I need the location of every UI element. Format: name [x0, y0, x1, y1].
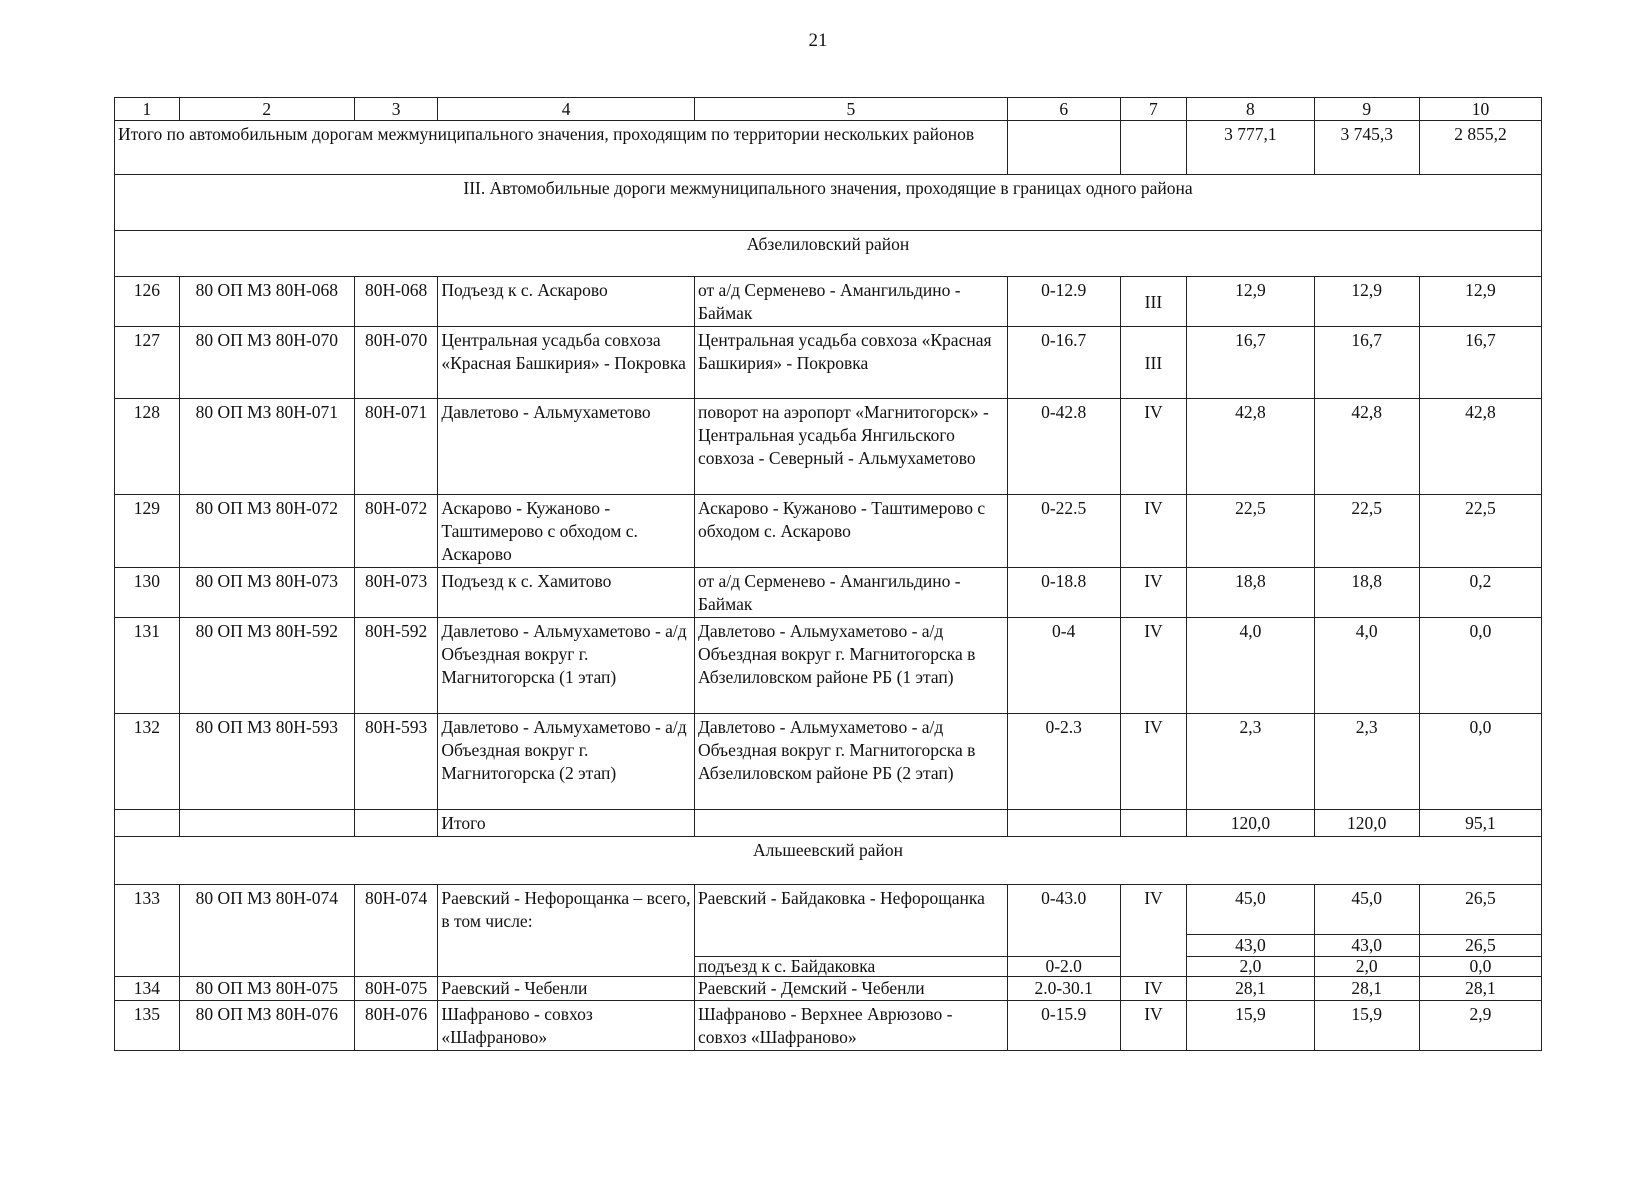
value-col8: 2,0 [1187, 957, 1314, 977]
table-row [115, 618, 1542, 714]
road-route: Давлетово - Альмухаметово - а/д Объездная вокруг г. Магнитогорска в Абзелиловском районе РБ (2 этап) [694, 714, 1007, 810]
section-title: III. Автомобильные дороги межмуниципального значения, проходящие в границах одного района [115, 175, 1542, 231]
value-col8: 28,1 [1187, 977, 1314, 1001]
road-name: Подъезд к с. Аскарово [438, 277, 695, 327]
col-header: 2 [179, 98, 354, 121]
road-id: 80 ОП МЗ 80Н-074 [179, 885, 354, 977]
table-row [115, 885, 1542, 935]
total-col9: 3 745,3 [1314, 121, 1419, 175]
road-code: 80Н-068 [354, 277, 437, 327]
road-name: Шафраново - совхоз «Шафраново» [438, 1001, 695, 1051]
col-header: 8 [1187, 98, 1314, 121]
value-col8: 18,8 [1187, 568, 1314, 618]
district-name: Абзелиловский район [115, 231, 1542, 277]
value-col8: 22,5 [1187, 495, 1314, 568]
road-km: 2.0-30.1 [1007, 977, 1120, 1001]
value-col10: 28,1 [1419, 977, 1541, 1001]
col-header: 1 [115, 98, 180, 121]
road-category: III [1120, 327, 1187, 399]
road-route: от а/д Серменево - Амангильдино - Баймак [694, 568, 1007, 618]
road-category: IV [1120, 495, 1187, 568]
road-route: Давлетово - Альмухаметово - а/д Объездная вокруг г. Магнитогорска в Абзелиловском районе РБ (1 этап) [694, 618, 1007, 714]
road-id: 80 ОП МЗ 80Н-068 [179, 277, 354, 327]
value-col9: 2,3 [1314, 714, 1419, 810]
value-col10: 0,2 [1419, 568, 1541, 618]
table-row [115, 399, 1542, 495]
road-id: 80 ОП МЗ 80Н-592 [179, 618, 354, 714]
road-id: 80 ОП МЗ 80Н-071 [179, 399, 354, 495]
road-code: 80Н-076 [354, 1001, 437, 1051]
district-total-col10: 95,1 [1419, 810, 1541, 837]
road-route: подъезд к с. Байдаковка [694, 957, 1007, 977]
table-row [115, 327, 1542, 399]
road-name: Аскарово - Кужаново - Таштимерово с обходом с. Аскарово [438, 495, 695, 568]
col-header: 10 [1419, 98, 1541, 121]
road-id: 80 ОП МЗ 80Н-076 [179, 1001, 354, 1051]
road-name: Давлетово - Альмухаметово - а/д Объездная вокруг г. Магнитогорска (1 этап) [438, 618, 695, 714]
road-code: 80Н-070 [354, 327, 437, 399]
value-col10: 0,0 [1419, 618, 1541, 714]
col-header: 5 [694, 98, 1007, 121]
table-row [115, 977, 1542, 1001]
road-km: 0-18.8 [1007, 568, 1120, 618]
value-col10: 12,9 [1419, 277, 1541, 327]
value-col9: 45,0 [1314, 885, 1419, 935]
road-code: 80Н-074 [354, 885, 437, 977]
value-col8: 2,3 [1187, 714, 1314, 810]
roads-table [114, 97, 1542, 1051]
district-name: Альшеевский район [115, 837, 1542, 885]
row-number: 127 [115, 327, 180, 399]
road-km: 0-22.5 [1007, 495, 1120, 568]
road-code: 80Н-593 [354, 714, 437, 810]
value-col8: 12,9 [1187, 277, 1314, 327]
district-total-label: Итого [438, 810, 695, 837]
value-col10: 0,0 [1419, 957, 1541, 977]
road-km: 0-2.0 [1007, 957, 1120, 977]
road-route: Раевский - Байдаковка - Нефорощанка [694, 885, 1007, 957]
total-col8: 3 777,1 [1187, 121, 1314, 175]
road-code: 80Н-592 [354, 618, 437, 714]
value-col9: 22,5 [1314, 495, 1419, 568]
value-col9: 12,9 [1314, 277, 1419, 327]
district-total-col8: 120,0 [1187, 810, 1314, 837]
road-route: Раевский - Демский - Чебенли [694, 977, 1007, 1001]
district-total-row [115, 810, 1542, 837]
road-name: Раевский - Чебенли [438, 977, 695, 1001]
value-col10: 0,0 [1419, 714, 1541, 810]
row-number: 135 [115, 1001, 180, 1051]
road-category: IV [1120, 568, 1187, 618]
table-row [115, 1001, 1542, 1051]
value-col8: 15,9 [1187, 1001, 1314, 1051]
row-number: 131 [115, 618, 180, 714]
road-km: 0-12.9 [1007, 277, 1120, 327]
district-heading-row [115, 231, 1542, 277]
col-header: 7 [1120, 98, 1187, 121]
road-name: Давлетово - Альмухаметово [438, 399, 695, 495]
total-label: Итого по автомобильным дорогам межмуниципального значения, проходящим по территории нескольких районов [115, 121, 1008, 175]
value-col9: 16,7 [1314, 327, 1419, 399]
value-col10: 16,7 [1419, 327, 1541, 399]
total-intermunicipal-row [115, 121, 1542, 175]
section-heading-row [115, 175, 1542, 231]
road-route: поворот на аэропорт «Магнитогорск» - Центральная усадьба Янгильского совхоза - Северный - Альмухаметово [694, 399, 1007, 495]
road-route: Центральная усадьба совхоза «Красная Башкирия» - Покровка [694, 327, 1007, 399]
road-km: 0-16.7 [1007, 327, 1120, 399]
table-row [115, 277, 1542, 327]
row-number: 132 [115, 714, 180, 810]
value-col9: 18,8 [1314, 568, 1419, 618]
road-code: 80Н-072 [354, 495, 437, 568]
value-col10: 42,8 [1419, 399, 1541, 495]
road-name: Подъезд к с. Хамитово [438, 568, 695, 618]
road-id: 80 ОП МЗ 80Н-072 [179, 495, 354, 568]
row-number: 129 [115, 495, 180, 568]
road-category: IV [1120, 885, 1187, 977]
road-id: 80 ОП МЗ 80Н-070 [179, 327, 354, 399]
value-col9: 2,0 [1314, 957, 1419, 977]
col-header: 9 [1314, 98, 1419, 121]
road-category: IV [1120, 399, 1187, 495]
row-number: 130 [115, 568, 180, 618]
road-code: 80Н-075 [354, 977, 437, 1001]
value-col9: 28,1 [1314, 977, 1419, 1001]
road-name: Раевский - Нефорощанка – всего, в том числе: [438, 885, 695, 977]
table-row [115, 714, 1542, 810]
district-total-col9: 120,0 [1314, 810, 1419, 837]
row-number: 128 [115, 399, 180, 495]
row-number: 134 [115, 977, 180, 1001]
road-code: 80Н-073 [354, 568, 437, 618]
road-km: 0-43.0 [1007, 885, 1120, 957]
road-id: 80 ОП МЗ 80Н-593 [179, 714, 354, 810]
table-row [115, 568, 1542, 618]
road-category: IV [1120, 714, 1187, 810]
table-row [115, 495, 1542, 568]
value-col8: 42,8 [1187, 399, 1314, 495]
value-col10: 26,5 [1419, 935, 1541, 957]
road-name: Давлетово - Альмухаметово - а/д Объездная вокруг г. Магнитогорска (2 этап) [438, 714, 695, 810]
road-km: 0-4 [1007, 618, 1120, 714]
road-route: Аскарово - Кужаново - Таштимерово с обходом с. Аскарово [694, 495, 1007, 568]
value-col10: 22,5 [1419, 495, 1541, 568]
row-number: 126 [115, 277, 180, 327]
value-col9: 42,8 [1314, 399, 1419, 495]
value-col8: 43,0 [1187, 935, 1314, 957]
value-col9: 15,9 [1314, 1001, 1419, 1051]
col-header: 4 [438, 98, 695, 121]
column-number-row [115, 98, 1542, 121]
road-km: 0-2.3 [1007, 714, 1120, 810]
road-id: 80 ОП МЗ 80Н-073 [179, 568, 354, 618]
road-category: IV [1120, 618, 1187, 714]
value-col8: 16,7 [1187, 327, 1314, 399]
road-km: 0-15.9 [1007, 1001, 1120, 1051]
col-header: 3 [354, 98, 437, 121]
value-col9: 4,0 [1314, 618, 1419, 714]
col-header: 6 [1007, 98, 1120, 121]
road-name: Центральная усадьба совхоза «Красная Башкирия» - Покровка [438, 327, 695, 399]
road-route: от а/д Серменево - Амангильдино - Баймак [694, 277, 1007, 327]
road-route: Шафраново - Верхнее Аврюзово - совхоз «Шафраново» [694, 1001, 1007, 1051]
value-col8: 45,0 [1187, 885, 1314, 935]
row-number: 133 [115, 885, 180, 977]
road-km: 0-42.8 [1007, 399, 1120, 495]
value-col8: 4,0 [1187, 618, 1314, 714]
road-category: IV [1120, 1001, 1187, 1051]
value-col9: 43,0 [1314, 935, 1419, 957]
value-col10: 26,5 [1419, 885, 1541, 935]
road-category: III [1120, 277, 1187, 327]
district-heading-row [115, 837, 1542, 885]
road-category: IV [1120, 977, 1187, 1001]
page-number: 21 [808, 30, 828, 51]
total-col10: 2 855,2 [1419, 121, 1541, 175]
road-id: 80 ОП МЗ 80Н-075 [179, 977, 354, 1001]
value-col10: 2,9 [1419, 1001, 1541, 1051]
road-code: 80Н-071 [354, 399, 437, 495]
